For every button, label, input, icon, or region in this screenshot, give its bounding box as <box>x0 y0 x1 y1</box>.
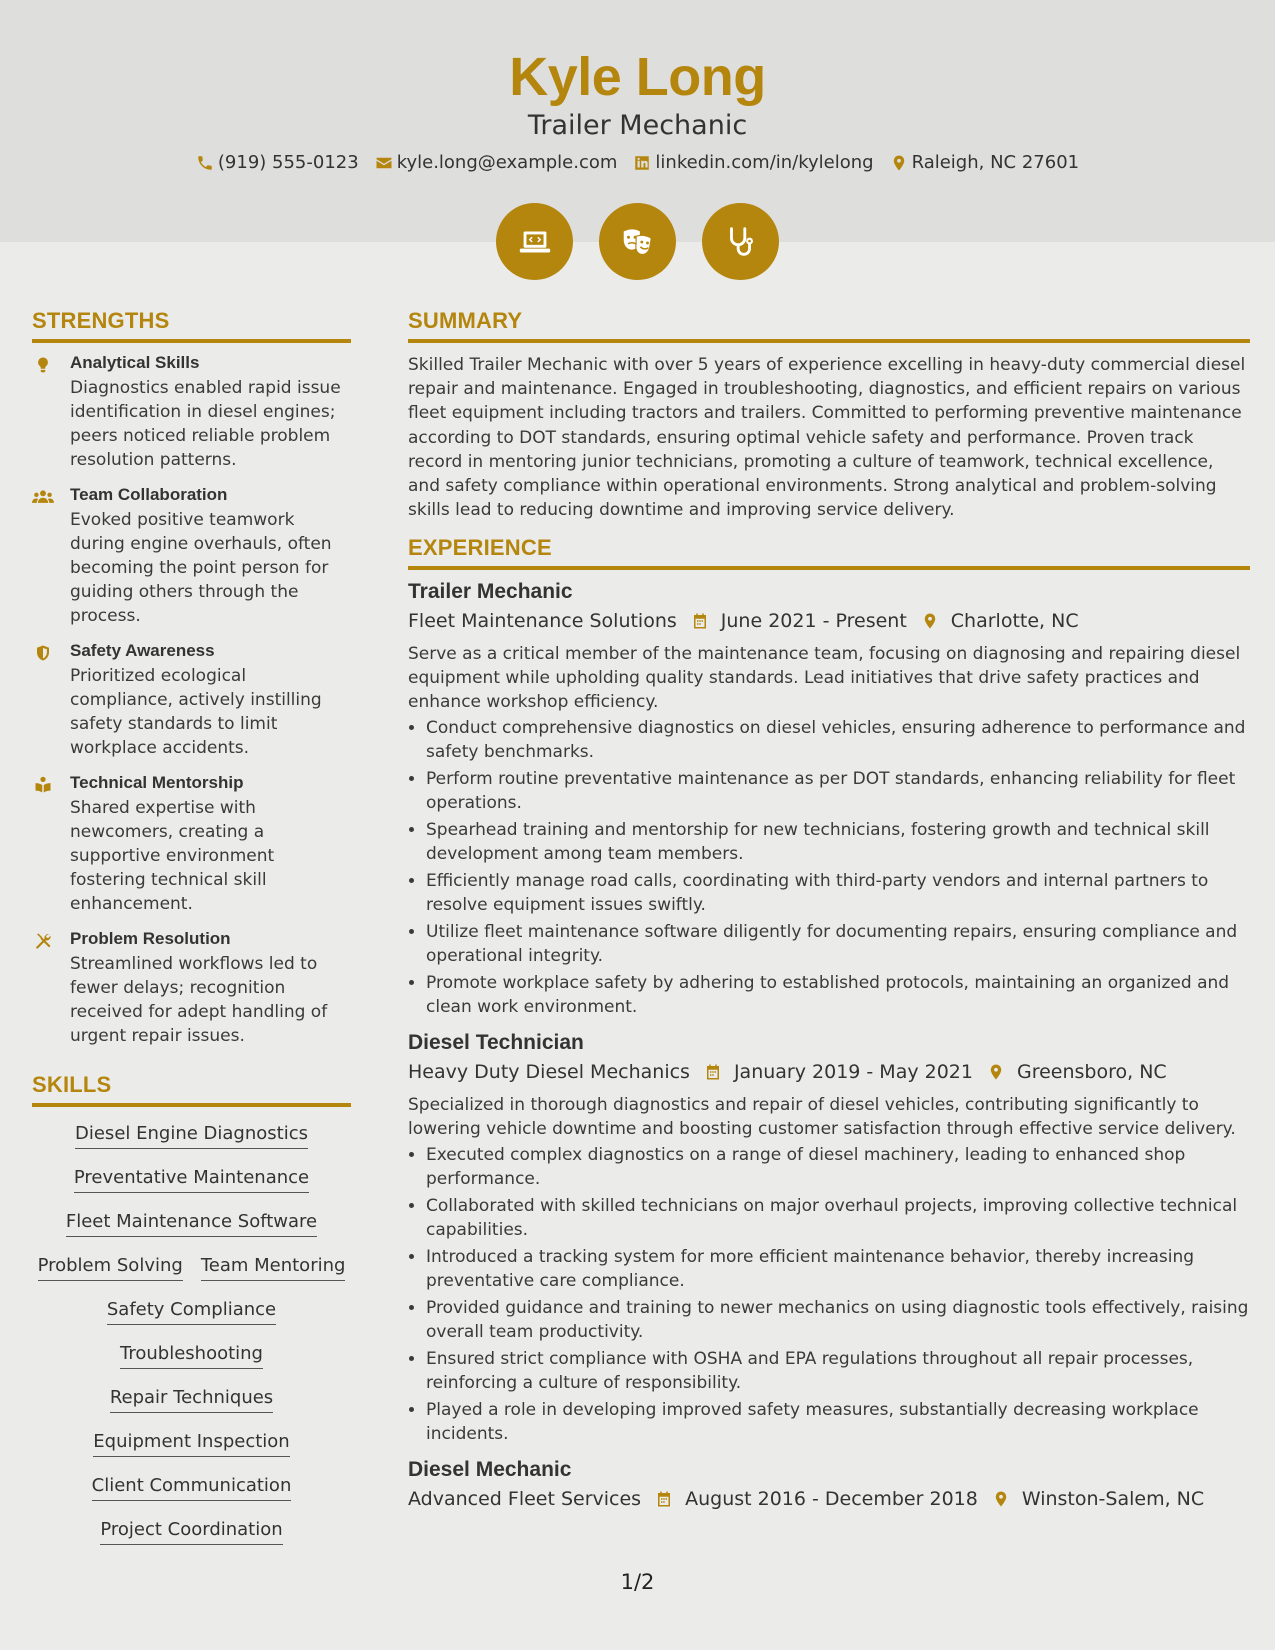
interest-circle-masks <box>599 203 676 280</box>
job-bullet: • Played a role in developing improved safety measures, substantially decreasing workplace incidents. <box>426 1398 1250 1446</box>
job-entry <box>408 1031 1250 1446</box>
stethoscope-icon <box>722 223 760 261</box>
left-column <box>32 308 351 1563</box>
right-column <box>408 308 1250 1522</box>
strength-desc: Streamlined workflows led to fewer delays; recognition received for adept handling of urgent repair issues. <box>70 954 328 1046</box>
interest-circle-stethoscope <box>702 203 779 280</box>
strength-title: Technical Mentorship <box>70 773 244 792</box>
job-dates: August 2016 - December 2018 <box>685 1488 978 1511</box>
job-title: Trailer Mechanic <box>408 580 573 604</box>
interest-circle-laptop <box>496 203 573 280</box>
job-bullet: • Introduced a tracking system for more efficient maintenance behavior, thereby increasing preventative care compliance. <box>426 1245 1250 1293</box>
job-entry <box>408 1458 1250 1510</box>
contact-email[interactable] <box>375 152 618 173</box>
strength-item <box>32 485 351 628</box>
job-bullets <box>408 716 1250 1019</box>
lightbulb-icon <box>32 356 54 374</box>
contact-location-text: Raleigh, NC 27601 <box>911 152 1080 173</box>
job-location: Greensboro, NC <box>1016 1061 1167 1084</box>
job-bullet: • Promote workplace safety by adhering to established protocols, maintaining an organized and clean work environment. <box>426 971 1250 1019</box>
job-company: Fleet Maintenance Solutions <box>408 610 677 633</box>
location-icon <box>987 1063 1005 1081</box>
skill-tag: Preventative Maintenance <box>74 1167 309 1193</box>
contact-phone[interactable] <box>196 152 359 173</box>
skill-tag: Fleet Maintenance Software <box>66 1211 317 1237</box>
job-description: Specialized in thorough diagnostics and repair of diesel vehicles, contributing significantly to lowering vehicle downtime and boosting customer satisfaction through effective service delivery. <box>408 1095 1236 1140</box>
strength-title: Analytical Skills <box>70 353 200 372</box>
job-bullet: • Collaborated with skilled technicians on major overhaul projects, improving collective technical capabilities. <box>426 1194 1250 1242</box>
candidate-name: Kyle Long <box>509 47 766 107</box>
skill-tag: Problem Solving <box>38 1255 183 1281</box>
job-bullet: • Provided guidance and training to newer mechanics on using diagnostic tools effectively, raising overall team productivity. <box>426 1296 1250 1344</box>
contact-linkedin[interactable] <box>633 152 873 173</box>
location-icon <box>890 154 908 172</box>
skill-tag: Troubleshooting <box>120 1343 263 1369</box>
job-meta <box>408 1488 1250 1510</box>
laptop-code-icon <box>516 223 554 261</box>
location-icon <box>992 1490 1010 1508</box>
experience-heading: EXPERIENCE <box>408 535 1250 570</box>
skill-tag: Equipment Inspection <box>93 1431 289 1457</box>
skill-tag: Team Mentoring <box>201 1255 346 1281</box>
skills-list <box>32 1123 351 1545</box>
job-meta <box>408 610 1250 632</box>
users-icon <box>32 488 54 506</box>
location-icon <box>921 612 939 630</box>
contact-bar <box>0 152 1275 173</box>
job-bullet: • Ensured strict compliance with OSHA and EPA regulations throughout all repair processes, reinforcing a culture of responsibility. <box>426 1347 1250 1395</box>
calendar-icon <box>704 1063 722 1081</box>
job-company: Advanced Fleet Services <box>408 1488 642 1511</box>
skill-tag: Client Communication <box>92 1475 292 1501</box>
strength-title: Problem Resolution <box>70 929 231 948</box>
candidate-role: Trailer Mechanic <box>527 110 748 141</box>
strength-item <box>32 353 351 472</box>
job-bullet: • Executed complex diagnostics on a range of diesel machinery, leading to enhanced shop performance. <box>426 1143 1250 1191</box>
email-icon <box>375 154 393 172</box>
calendar-icon <box>691 612 709 630</box>
job-bullet: • Conduct comprehensive diagnostics on diesel vehicles, ensuring adherence to performance and safety benchmarks. <box>426 716 1250 764</box>
strength-item <box>32 929 351 1048</box>
job-bullet: • Utilize fleet maintenance software diligently for documenting repairs, ensuring compliance and operational integrity. <box>426 920 1250 968</box>
strengths-heading: STRENGTHS <box>32 308 351 343</box>
job-bullet: • Efficiently manage road calls, coordinating with third-party vendors and internal partners to resolve equipment issues swiftly. <box>426 869 1250 917</box>
job-bullet: • Perform routine preventative maintenance as per DOT standards, enhancing reliability for fleet operations. <box>426 767 1250 815</box>
skills-heading: SKILLS <box>32 1072 351 1107</box>
job-bullet: • Spearhead training and mentorship for new technicians, fostering growth and technical skill development among team members. <box>426 818 1250 866</box>
job-dates: January 2019 - May 2021 <box>733 1061 973 1084</box>
summary-text: Skilled Trailer Mechanic with over 5 years of experience excelling in heavy-duty commercial diesel repair and maintenance. Engaged in troubleshooting, diagnostics, and efficient repairs on various fleet equipment including tractors and trailers. Committed to performing preventive maintenance according to DOT standards, ensuring optimal vehicle safety and performance. Proven track record in mentoring junior technicians, promoting a culture of teamwork, technical excellence, and safety compliance within operational environments. Strong analytical and problem-solving skills lead to reducing downtime and improving service delivery. <box>408 355 1246 521</box>
calendar-icon <box>655 1490 673 1508</box>
skill-tag: Safety Compliance <box>107 1299 276 1325</box>
strength-desc: Diagnostics enabled rapid issue identification in diesel engines; peers noticed reliable problem resolution patterns. <box>70 378 341 470</box>
contact-linkedin-text: linkedin.com/in/kylelong <box>655 152 874 173</box>
skill-tag: Diesel Engine Diagnostics <box>75 1123 308 1149</box>
job-location: Winston-Salem, NC <box>1021 1488 1205 1511</box>
summary-heading: SUMMARY <box>408 308 1250 343</box>
linkedin-icon <box>633 154 651 172</box>
job-meta <box>408 1061 1250 1083</box>
job-company: Heavy Duty Diesel Mechanics <box>408 1061 690 1084</box>
strength-desc: Evoked positive teamwork during engine overhauls, often becoming the point person for guiding others through the process. <box>70 510 332 626</box>
interest-icons <box>0 203 1275 280</box>
shield-icon <box>32 644 54 662</box>
strength-desc: Prioritized ecological compliance, actively instilling safety standards to limit workplace accidents. <box>70 666 322 758</box>
job-entry <box>408 580 1250 1019</box>
contact-email-text: kyle.long@example.com <box>396 152 618 173</box>
job-description: Serve as a critical member of the maintenance team, focusing on diagnosing and repairing diesel equipment while upholding quality standards. Lead initiatives that drive safety practices and enhance workshop efficiency. <box>408 644 1241 713</box>
skill-tag: Repair Techniques <box>110 1387 273 1413</box>
book-reader-icon <box>32 776 54 794</box>
tools-icon <box>32 932 54 950</box>
page-number: 1/2 <box>620 1570 655 1594</box>
job-dates: June 2021 - Present <box>720 610 907 633</box>
phone-icon <box>196 154 214 172</box>
contact-location[interactable] <box>890 152 1080 173</box>
job-title: Diesel Mechanic <box>408 1458 572 1482</box>
strength-title: Team Collaboration <box>70 485 228 504</box>
strength-desc: Shared expertise with newcomers, creating a supportive environment fostering technical skill enhancement. <box>70 798 275 914</box>
job-bullets <box>408 1143 1250 1446</box>
skill-tag: Project Coordination <box>100 1519 282 1545</box>
strength-title: Safety Awareness <box>70 641 215 660</box>
job-title: Diesel Technician <box>408 1031 584 1055</box>
job-location: Charlotte, NC <box>950 610 1079 633</box>
theater-masks-icon <box>619 223 657 261</box>
strength-item <box>32 641 351 760</box>
contact-phone-text: (919) 555-0123 <box>217 152 359 173</box>
strength-item <box>32 773 351 916</box>
